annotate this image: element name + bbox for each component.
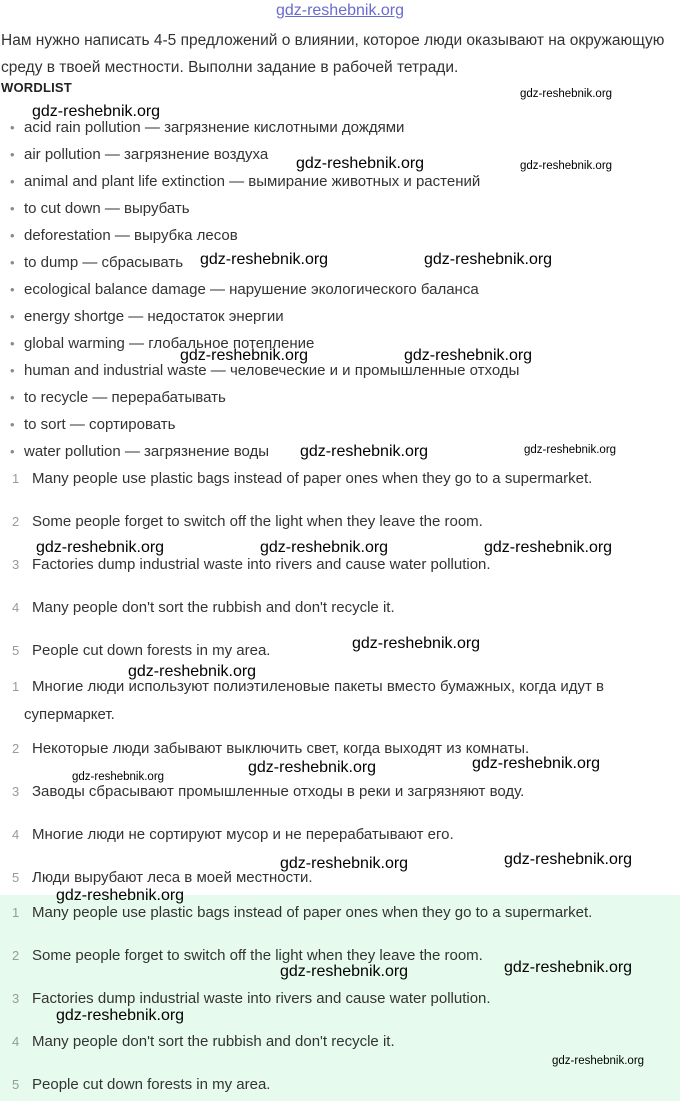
sentence-en-highlight: 1 Many people use plastic bags instead of paper ones when they go to a supermarket. [12,904,593,921]
sentence-ru: 3 Заводы сбрасывают промышленные отходы в реки и загрязняют воду. [12,783,525,800]
wordlist-item: • water pollution — загрязнение воды [10,443,270,460]
wordlist-item: • to cut down — вырубать [10,200,190,217]
wordlist-item: • deforestation — вырубка лесов [10,227,238,244]
bullet-icon: • [10,282,15,297]
bullet-icon: • [10,417,15,432]
watermark: gdz-reshebnik.org [524,444,617,456]
bullet-icon: • [10,174,15,189]
watermark: gdz-reshebnik.org [296,155,425,172]
bullet-icon: • [10,444,15,459]
watermark: gdz-reshebnik.org [280,855,409,872]
wordlist-heading: WORDLIST [1,80,72,95]
watermark: gdz-reshebnik.org [424,251,553,268]
watermark: gdz-reshebnik.org [180,347,309,364]
bullet-icon: • [10,309,15,324]
watermark: gdz-reshebnik.org [352,635,481,652]
wordlist-item: • ecological balance damage — нарушение экологического баланса [10,281,479,298]
watermark: gdz-reshebnik.org [520,88,613,100]
site-title[interactable]: gdz-reshebnik.org [275,2,405,19]
bullet-icon: • [10,363,15,378]
wordlist-item: • air pollution — загрязнение воздуха [10,146,269,163]
bullet-icon: • [10,336,15,351]
watermark: gdz-reshebnik.org [504,851,633,868]
watermark: gdz-reshebnik.org [200,251,329,268]
watermark: gdz-reshebnik.org [280,963,409,980]
wordlist-item: • to dump — сбрасывать [10,254,184,271]
watermark: gdz-reshebnik.org [248,759,377,776]
sentence-en-highlight: 3 Factories dump industrial waste into rivers and cause water pollution. [12,990,491,1007]
watermark: gdz-reshebnik.org [260,539,389,556]
wordlist-item: • energy shortge — недостаток энергии [10,308,284,325]
sentence-en-highlight: 4 Many people don't sort the rubbish and don't recycle it. [12,1033,395,1050]
watermark: gdz-reshebnik.org [32,103,161,120]
watermark: gdz-reshebnik.org [520,160,613,172]
watermark: gdz-reshebnik.org [56,1007,185,1024]
watermark: gdz-reshebnik.org [300,443,429,460]
watermark: gdz-reshebnik.org [128,663,257,680]
watermark: gdz-reshebnik.org [36,539,165,556]
wordlist-item: • to recycle — перерабатывать [10,389,226,406]
sentence-en: 4 Many people don't sort the rubbish and don't recycle it. [12,599,395,616]
watermark: gdz-reshebnik.org [552,1055,645,1067]
bullet-icon: • [10,255,15,270]
sentence-en-highlight: 2 Some people forget to switch off the light when they leave the room. [12,947,483,964]
sentence-ru: 5 Люди вырубают леса в моей местности. [12,869,313,886]
bullet-icon: • [10,390,15,405]
bullet-icon: • [10,120,15,135]
watermark: gdz-reshebnik.org [404,347,533,364]
sentence-en: 3 Factories dump industrial waste into rivers and cause water pollution. [12,556,491,573]
wordlist-item: • to sort — сортировать [10,416,176,433]
wordlist-item: • human and industrial waste — человеческие и и промышленные отходы [10,362,520,379]
watermark: gdz-reshebnik.org [56,887,185,904]
bullet-icon: • [10,228,15,243]
wordlist-item: • animal and plant life extinction — вымирание животных и растений [10,173,481,190]
bullet-icon: • [10,201,15,216]
sentence-en-highlight: 5 People cut down forests in my area. [12,1076,271,1093]
sentence-en: 2 Some people forget to switch off the light when they leave the room. [12,513,483,530]
watermark: gdz-reshebnik.org [484,539,613,556]
wordlist-item: • acid rain pollution — загрязнение кислотными дождями [10,119,405,136]
task-intro: Нам нужно написать 4-5 предложений о влиянии, которое люди оказывают на окружающую среду в твоей местности. Выполни задание в рабочей тетради. [1,32,665,76]
sentence-en: 5 People cut down forests in my area. [12,642,271,659]
sentence-ru: 4 Многие люди не сортируют мусор и не перерабатывают его. [12,826,454,843]
watermark: gdz-reshebnik.org [504,959,633,976]
sentence-ru-continuation: супермаркет. [24,706,115,723]
sentence-ru: 1 Многие люди используют полиэтиленовые пакеты вместо бумажных, когда идут в [12,678,604,695]
sentence-ru: 2 Некоторые люди забывают выключить свет, когда выходят из комнаты. [12,740,530,757]
watermark: gdz-reshebnik.org [472,755,601,772]
sentence-en: 1 Many people use plastic bags instead of paper ones when they go to a supermarket. [12,470,593,487]
wordlist-item: • global warming — глобальное потепление [10,335,315,352]
watermark: gdz-reshebnik.org [72,771,165,783]
bullet-icon: • [10,147,15,162]
